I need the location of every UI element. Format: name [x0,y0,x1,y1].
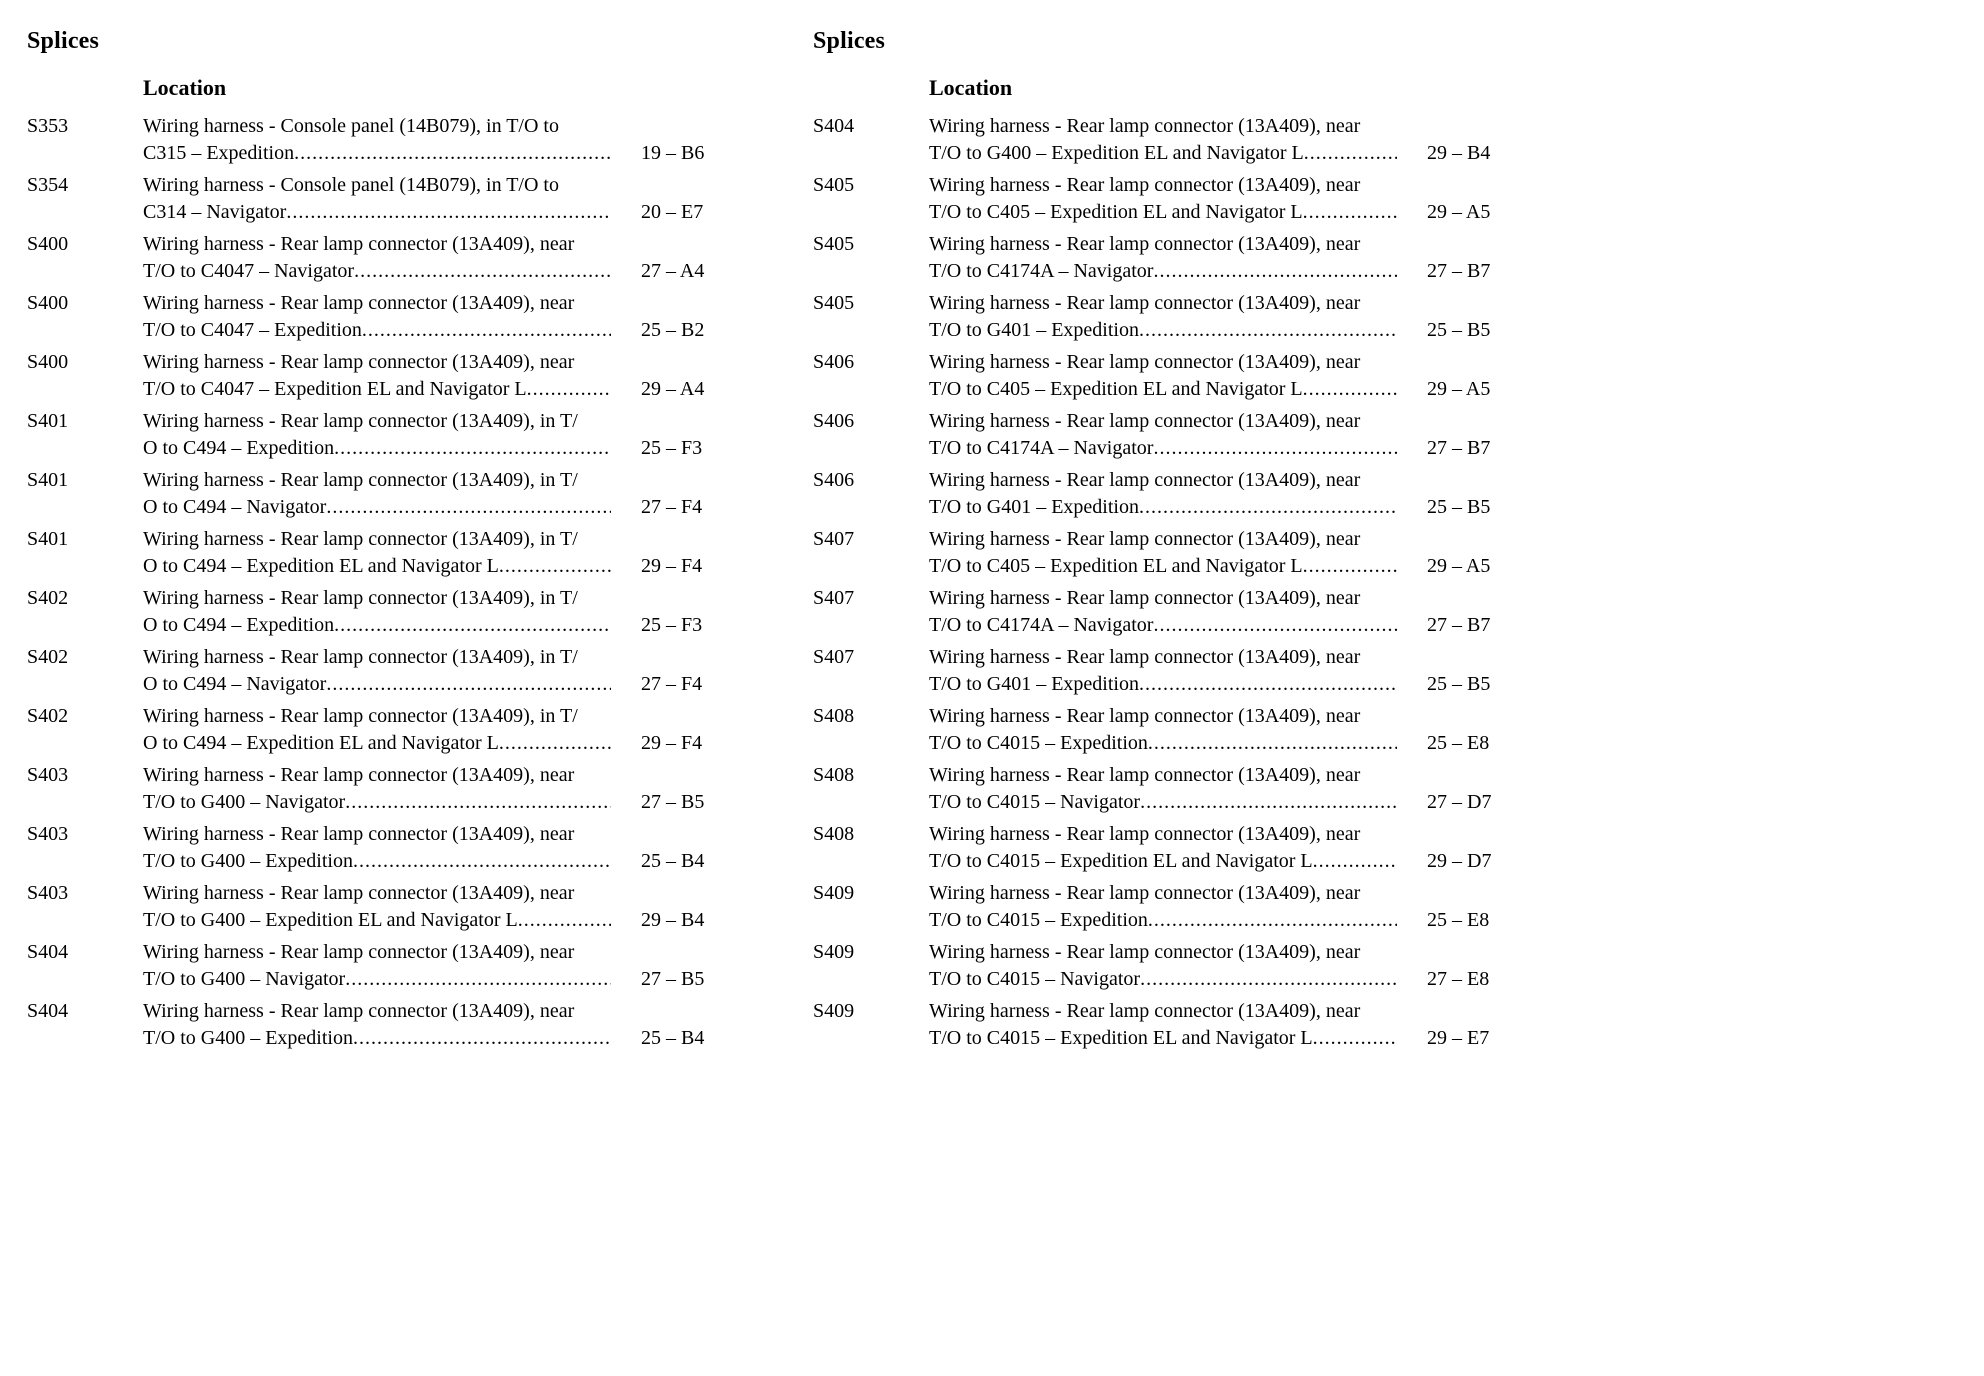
splice-id: S403 [27,882,69,904]
splice-description [143,703,641,757]
grid-reference: 29 – D7 [1427,850,1492,872]
splice-entry [813,408,1513,462]
description-line1: Wiring harness - Rear lamp connector (13A409), near [929,882,1361,904]
grid-reference: 27 – D7 [1427,791,1492,813]
description-line2: T/O to G400 – Expedition [143,1027,353,1049]
description-line2: T/O to G400 – Expedition EL and Navigator L [929,142,1304,164]
splice-description [143,939,641,993]
splice-description [143,290,641,344]
splice-id: S403 [27,764,69,786]
splice-entry [27,290,727,344]
description-line1: Wiring harness - Rear lamp connector (13A409), near [929,292,1361,314]
grid-reference: 29 – F4 [641,555,703,577]
description-line1: Wiring harness - Rear lamp connector (13A409), near [929,174,1361,196]
description-line1: Wiring harness - Rear lamp connector (13A409), in T/ [143,646,578,668]
grid-reference: 25 – B5 [1427,319,1491,341]
grid-reference: 27 – A4 [641,260,705,282]
splice-description [929,585,1427,639]
splice-id: S405 [813,174,855,196]
splice-id: S404 [813,115,855,137]
description-line2: O to C494 – Navigator [143,496,327,518]
entries-list [813,113,1513,1052]
description-line1: Wiring harness - Rear lamp connector (13A409), near [929,469,1361,491]
dot-leader [345,966,611,993]
splice-description [143,585,641,639]
description-line2: T/O to C4174A – Navigator [929,614,1154,636]
description-line2: T/O to C405 – Expedition EL and Navigator L [929,555,1303,577]
splice-id: S405 [813,292,855,314]
dot-leader [1153,258,1397,285]
dot-leader [326,671,611,698]
description-line1: Wiring harness - Rear lamp connector (13A409), near [929,410,1361,432]
splices-column-right [813,28,1513,1057]
grid-reference: 29 – A5 [1427,201,1491,223]
grid-reference: 25 – B5 [1427,673,1491,695]
splice-entry [813,762,1513,816]
splice-entry [813,231,1513,285]
grid-reference: 19 – B6 [641,142,705,164]
dot-leader [1304,140,1397,167]
description-line1: Wiring harness - Rear lamp connector (13A409), near [143,823,575,845]
splice-id: S409 [813,882,855,904]
splice-id: S408 [813,823,855,845]
dot-leader [1139,494,1397,521]
splice-entry [813,290,1513,344]
splice-id: S400 [27,351,69,373]
grid-reference: 25 – E8 [1427,732,1490,754]
splice-id: S400 [27,233,69,255]
dot-leader [518,907,611,934]
splice-id: S400 [27,292,69,314]
grid-reference: 27 – B5 [641,791,705,813]
dot-leader [1303,199,1397,226]
description-line1: Wiring harness - Rear lamp connector (13A409), near [929,941,1361,963]
dot-leader [1140,789,1397,816]
splice-entry [27,703,727,757]
grid-reference: 29 – A5 [1427,555,1491,577]
grid-reference: 25 – B5 [1427,496,1491,518]
dot-leader [1140,966,1397,993]
description-line1: Wiring harness - Rear lamp connector (13A409), near [143,233,575,255]
grid-reference: 29 – B4 [641,909,705,931]
splice-id: S407 [813,587,855,609]
description-line1: Wiring harness - Rear lamp connector (13A409), near [143,351,575,373]
splice-description [929,231,1427,285]
dot-leader [499,553,611,580]
dot-leader [353,848,611,875]
splice-description [929,703,1427,757]
dot-leader [1303,553,1397,580]
dot-leader [1139,671,1397,698]
splice-description [929,172,1427,226]
location-header: Location [929,75,1013,100]
grid-reference: 29 – A5 [1427,378,1491,400]
splice-entry [813,644,1513,698]
splice-entry [813,172,1513,226]
dot-leader [326,494,611,521]
location-header: Location [143,75,227,100]
splice-entry [27,526,727,580]
splice-entry [813,998,1513,1052]
splice-description [929,467,1427,521]
splice-description [929,526,1427,580]
splice-entry [27,231,727,285]
splice-entry [813,467,1513,521]
splice-description [929,113,1427,167]
splice-id: S404 [27,941,69,963]
description-line2: C315 – Expedition [143,142,295,164]
splice-id: S404 [27,1000,69,1022]
grid-reference: 27 – F4 [641,673,703,695]
description-line1: Wiring harness - Rear lamp connector (13A409), in T/ [143,528,578,550]
dot-leader [1313,1025,1397,1052]
description-line2: T/O to C4047 – Navigator [143,260,355,282]
description-line2: O to C494 – Expedition [143,614,335,636]
description-line2: C314 – Navigator [143,201,287,223]
splice-entry [813,821,1513,875]
splice-entry [27,467,727,521]
dot-leader [286,199,611,226]
splice-description [929,998,1427,1052]
splice-id: S408 [813,705,855,727]
column-heading: Splices [27,28,100,54]
description-line2: T/O to G400 – Expedition EL and Navigator L [143,909,518,931]
splice-description [143,526,641,580]
splice-description [143,349,641,403]
dot-leader [345,789,611,816]
splice-entry [27,172,727,226]
dot-leader [1153,612,1397,639]
grid-reference: 27 – F4 [641,496,703,518]
grid-reference: 25 – B2 [641,319,705,341]
description-line1: Wiring harness - Console panel (14B079), in T/O to [143,174,559,196]
splice-description [929,408,1427,462]
dot-leader [294,140,611,167]
description-line1: Wiring harness - Console panel (14B079), in T/O to [143,115,559,137]
splice-id: S407 [813,528,855,550]
splice-description [929,290,1427,344]
grid-reference: 27 – B7 [1427,614,1491,636]
splice-entry [813,113,1513,167]
dot-leader [499,730,611,757]
dot-leader [334,612,611,639]
splice-entry [27,349,727,403]
splice-id: S402 [27,646,69,668]
description-line2: T/O to G400 – Navigator [143,968,346,990]
description-line2: T/O to C405 – Expedition EL and Navigator L [929,201,1303,223]
splice-id: S353 [27,115,69,137]
dot-leader [354,258,611,285]
grid-reference: 29 – A4 [641,378,705,400]
splice-description [143,821,641,875]
splice-entry [27,821,727,875]
description-line1: Wiring harness - Rear lamp connector (13A409), in T/ [143,587,578,609]
splice-description [143,880,641,934]
dot-leader [1313,848,1397,875]
splice-entry [813,585,1513,639]
splice-id: S406 [813,410,855,432]
description-line2: T/O to G400 – Navigator [143,791,346,813]
description-line2: T/O to G400 – Expedition [143,850,353,872]
splice-entry [27,939,727,993]
description-line2: T/O to G401 – Expedition [929,496,1139,518]
description-line2: O to C494 – Expedition EL and Navigator L [143,732,499,754]
description-line1: Wiring harness - Rear lamp connector (13A409), near [143,882,575,904]
splice-entry [27,113,727,167]
description-line2: T/O to C4015 – Expedition [929,732,1148,754]
splice-entry [27,585,727,639]
splice-id: S409 [813,941,855,963]
grid-reference: 27 – B5 [641,968,705,990]
description-line2: T/O to G401 – Expedition [929,673,1139,695]
splices-column-left [27,28,727,1057]
description-line1: Wiring harness - Rear lamp connector (13A409), near [929,233,1361,255]
description-line2: T/O to G401 – Expedition [929,319,1139,341]
grid-reference: 29 – F4 [641,732,703,754]
splice-description [929,939,1427,993]
description-line1: Wiring harness - Rear lamp connector (13A409), near [929,705,1361,727]
splice-id: S406 [813,469,855,491]
dot-leader [1148,907,1397,934]
dot-leader [353,1025,611,1052]
splice-entry [27,998,727,1052]
description-line2: T/O to C4047 – Expedition EL and Navigator L [143,378,527,400]
splice-id: S403 [27,823,69,845]
description-line2: T/O to C4015 – Navigator [929,791,1141,813]
splice-entry [813,880,1513,934]
description-line1: Wiring harness - Rear lamp connector (13A409), in T/ [143,410,578,432]
description-line1: Wiring harness - Rear lamp connector (13A409), near [143,764,575,786]
description-line1: Wiring harness - Rear lamp connector (13A409), near [929,646,1361,668]
grid-reference: 29 – B4 [1427,142,1491,164]
description-line1: Wiring harness - Rear lamp connector (13A409), near [929,587,1361,609]
splice-id: S408 [813,764,855,786]
splice-description [929,762,1427,816]
description-line2: T/O to C4015 – Expedition EL and Navigator L [929,1027,1313,1049]
dot-leader [1153,435,1397,462]
dot-leader [1148,730,1397,757]
dot-leader [1139,317,1397,344]
description-line2: T/O to C4015 – Expedition EL and Navigator L [929,850,1313,872]
dot-leader [1303,376,1397,403]
description-line1: Wiring harness - Rear lamp connector (13A409), in T/ [143,469,578,491]
description-line1: Wiring harness - Rear lamp connector (13A409), near [929,528,1361,550]
description-line1: Wiring harness - Rear lamp connector (13A409), near [143,1000,575,1022]
description-line1: Wiring harness - Rear lamp connector (13A409), near [143,292,575,314]
splice-id: S401 [27,469,69,491]
splice-description [143,113,641,167]
description-line2: T/O to C4174A – Navigator [929,260,1154,282]
description-line1: Wiring harness - Rear lamp connector (13A409), near [929,351,1361,373]
splice-entry [27,880,727,934]
splice-entry [813,703,1513,757]
description-line1: Wiring harness - Rear lamp connector (13A409), near [929,1000,1361,1022]
grid-reference: 25 – B4 [641,1027,705,1049]
splice-id: S406 [813,351,855,373]
description-line2: T/O to C4015 – Navigator [929,968,1141,990]
entries-list [27,113,727,1052]
splice-description [143,172,641,226]
grid-reference: 27 – E8 [1427,968,1490,990]
description-line1: Wiring harness - Rear lamp connector (13A409), near [929,764,1361,786]
description-line2: T/O to C4015 – Expedition [929,909,1148,931]
description-line1: Wiring harness - Rear lamp connector (13A409), near [143,941,575,963]
splice-entry [27,408,727,462]
dot-leader [362,317,611,344]
splice-entry [27,762,727,816]
splice-id: S401 [27,410,69,432]
description-line2: T/O to C4174A – Navigator [929,437,1154,459]
splice-description [143,408,641,462]
splice-description [143,998,641,1052]
splice-id: S407 [813,646,855,668]
grid-reference: 29 – E7 [1427,1027,1490,1049]
grid-reference: 27 – B7 [1427,260,1491,282]
grid-reference: 20 – E7 [641,201,704,223]
splice-id: S405 [813,233,855,255]
splice-description [929,644,1427,698]
grid-reference: 25 – F3 [641,614,703,636]
splice-description [143,762,641,816]
splice-description [929,880,1427,934]
description-line2: O to C494 – Expedition [143,437,335,459]
grid-reference: 27 – B7 [1427,437,1491,459]
splice-id: S409 [813,1000,855,1022]
splice-id: S402 [27,587,69,609]
splice-description [929,821,1427,875]
description-line2: O to C494 – Expedition EL and Navigator L [143,555,499,577]
grid-reference: 25 – F3 [641,437,703,459]
description-line1: Wiring harness - Rear lamp connector (13A409), in T/ [143,705,578,727]
splice-description [143,231,641,285]
splice-entry [813,349,1513,403]
splice-description [929,349,1427,403]
splice-id: S402 [27,705,69,727]
splice-entry [813,939,1513,993]
splice-entry [27,644,727,698]
dot-leader [334,435,611,462]
grid-reference: 25 – B4 [641,850,705,872]
column-heading: Splices [813,28,886,54]
description-line2: T/O to C4047 – Expedition [143,319,362,341]
splice-description [143,467,641,521]
splice-id: S354 [27,174,69,196]
dot-leader [527,376,611,403]
splice-entry [813,526,1513,580]
description-line2: O to C494 – Navigator [143,673,327,695]
grid-reference: 25 – E8 [1427,909,1490,931]
splice-id: S401 [27,528,69,550]
description-line2: T/O to C405 – Expedition EL and Navigator L [929,378,1303,400]
description-line1: Wiring harness - Rear lamp connector (13A409), near [929,823,1361,845]
splice-description [143,644,641,698]
description-line1: Wiring harness - Rear lamp connector (13A409), near [929,115,1361,137]
